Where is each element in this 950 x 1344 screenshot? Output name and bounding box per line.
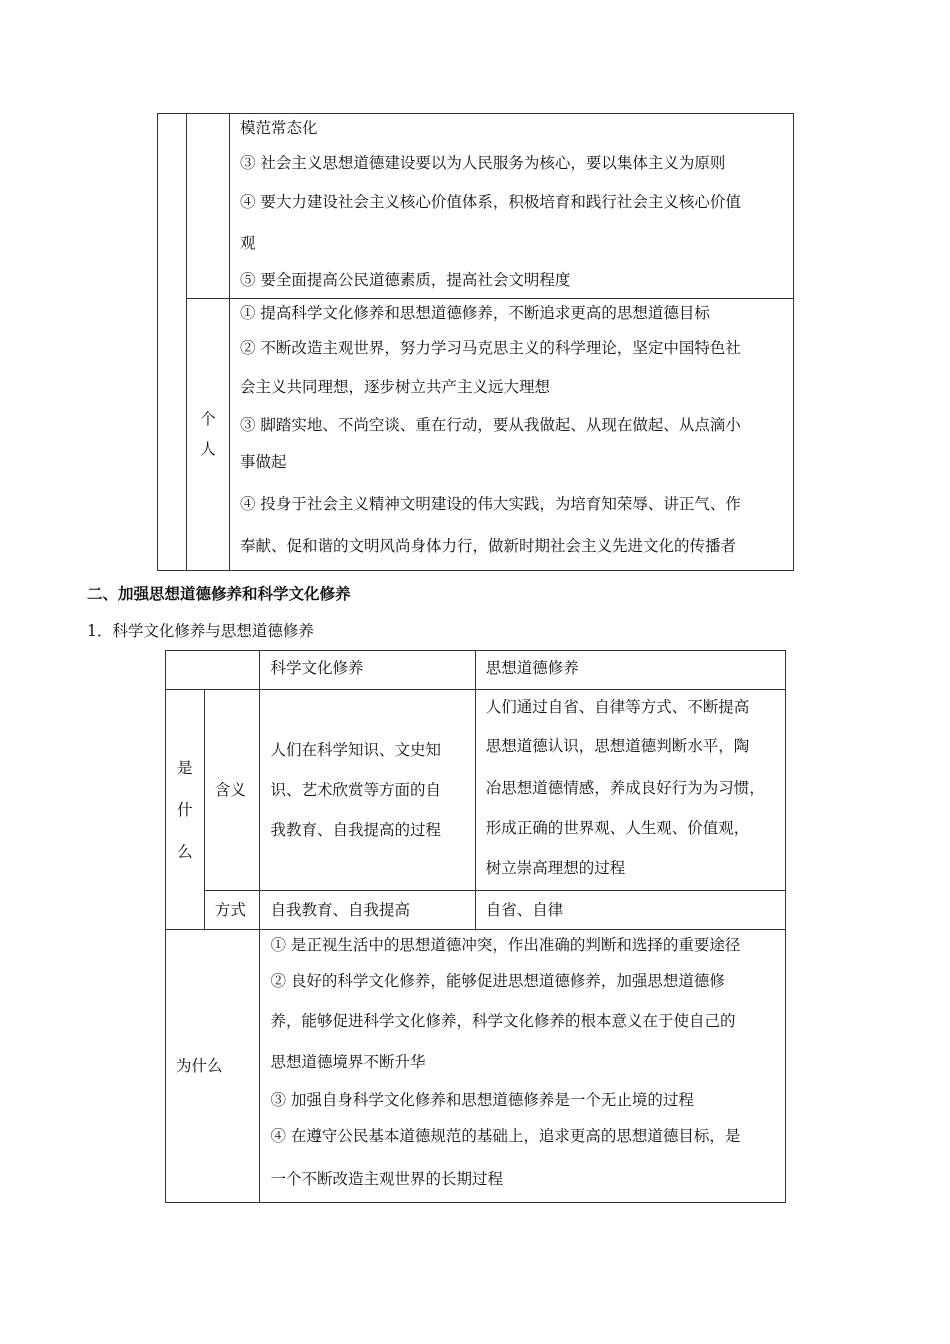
individual-line: ③ 脚踏实地、不尚空谈、重在行动，要从我做起、从现在做起、从点滴小 <box>240 415 741 434</box>
individual-label-cell <box>187 299 230 571</box>
society-line: 模范常态化 <box>240 119 318 137</box>
section-heading: 二、加强思想道德修养和科学文化修养 <box>87 585 351 603</box>
meaning-moral-line: 思想道德认识，思想道德判断水平，陶 <box>485 737 750 755</box>
society-individual-table <box>157 113 794 571</box>
section-subheading: 1．科学文化修养与思想道德修养 <box>87 622 314 640</box>
what-label-cell <box>166 690 205 930</box>
meaning-sci-line: 识、艺术欣赏等方面的自 <box>270 781 441 799</box>
meaning-moral-line: 形成正确的世界观、人生观、价值观， <box>485 819 750 837</box>
individual-line: ② 不断改造主观世界，努力学习马克思主义的科学理论，坚定中国特色社 <box>240 339 741 357</box>
why-line: ③ 加强自身科学文化修养和思想道德修养是一个无止境的过程 <box>270 1091 694 1109</box>
why-line: 思想道德境界不断升华 <box>270 1053 426 1071</box>
why-line: ② 良好的科学文化修养，能够促进思想道德修养，加强思想道德修 <box>270 972 725 990</box>
individual-content-cell <box>230 299 794 571</box>
what-label-char: 什 <box>177 800 193 819</box>
meaning-sci-line: 人们在科学知识、文史知 <box>270 741 441 759</box>
meaning-moral-line: 树立崇高理想的过程 <box>485 859 626 877</box>
meaning-moral-cell <box>475 690 785 891</box>
why-line: ① 是正视生活中的思想道德冲突，作出准确的判断和选择的重要途径 <box>270 936 741 954</box>
society-line: ⑤ 要全面提高公民道德素质，提高社会文明程度 <box>240 271 571 289</box>
individual-line: ① 提高科学文化修养和思想道德修养，不断追求更高的思想道德目标 <box>240 304 710 322</box>
what-label-char: 么 <box>177 842 193 861</box>
individual-label-char: 人 <box>200 440 216 459</box>
meaning-moral-line: 冶思想道德情感，养成良好行为为习惯， <box>485 779 765 797</box>
society-line: 观 <box>240 234 256 252</box>
individual-label-char: 个 <box>200 410 216 429</box>
meaning-label-cell: 含义 <box>204 690 260 891</box>
meaning-sci-cell <box>260 690 475 891</box>
individual-line: 奉献、促和谐的文明风尚身体力行，做新时期社会主义先进文化的传播者 <box>240 536 737 555</box>
why-label-cell: 为什么 <box>166 930 260 1203</box>
why-line: 一个不断改造主观世界的长期过程 <box>270 1170 503 1188</box>
method-moral-cell: 自省、自律 <box>475 891 785 930</box>
society-content-cell <box>230 114 794 299</box>
comparison-table <box>165 650 786 1203</box>
outer-category-cell <box>158 114 187 571</box>
individual-line: ④ 投身于社会主义精神文明建设的伟大实践，为培育知荣辱、讲正气、作 <box>240 494 741 513</box>
society-line: ③ 社会主义思想道德建设要以为人民服务为核心，要以集体主义为原则 <box>240 154 726 172</box>
method-sci-cell: 自我教育、自我提高 <box>260 891 475 930</box>
society-line: ④ 要大力建设社会主义核心价值体系，积极培育和践行社会主义核心价值 <box>240 193 741 211</box>
individual-line: 会主义共同理想，逐步树立共产主义远大理想 <box>240 378 551 396</box>
what-label-char: 是 <box>177 758 193 777</box>
why-line: 养，能够促进科学文化修养，科学文化修养的根本意义在于使自己的 <box>270 1012 736 1030</box>
society-label-cell <box>187 114 230 299</box>
why-content-cell <box>260 930 786 1203</box>
header-sci-cell: 科学文化修养 <box>260 651 475 690</box>
why-line: ④ 在遵守公民基本道德规范的基础上，追求更高的思想道德目标，是 <box>270 1127 741 1145</box>
meaning-sci-line: 我教育、自我提高的过程 <box>270 821 441 839</box>
header-moral-cell: 思想道德修养 <box>475 651 785 690</box>
header-blank-cell <box>166 651 260 690</box>
method-label-cell: 方式 <box>204 891 260 930</box>
meaning-moral-line: 人们通过自省、自律等方式、不断提高 <box>485 698 750 716</box>
individual-line: 事做起 <box>240 453 287 471</box>
